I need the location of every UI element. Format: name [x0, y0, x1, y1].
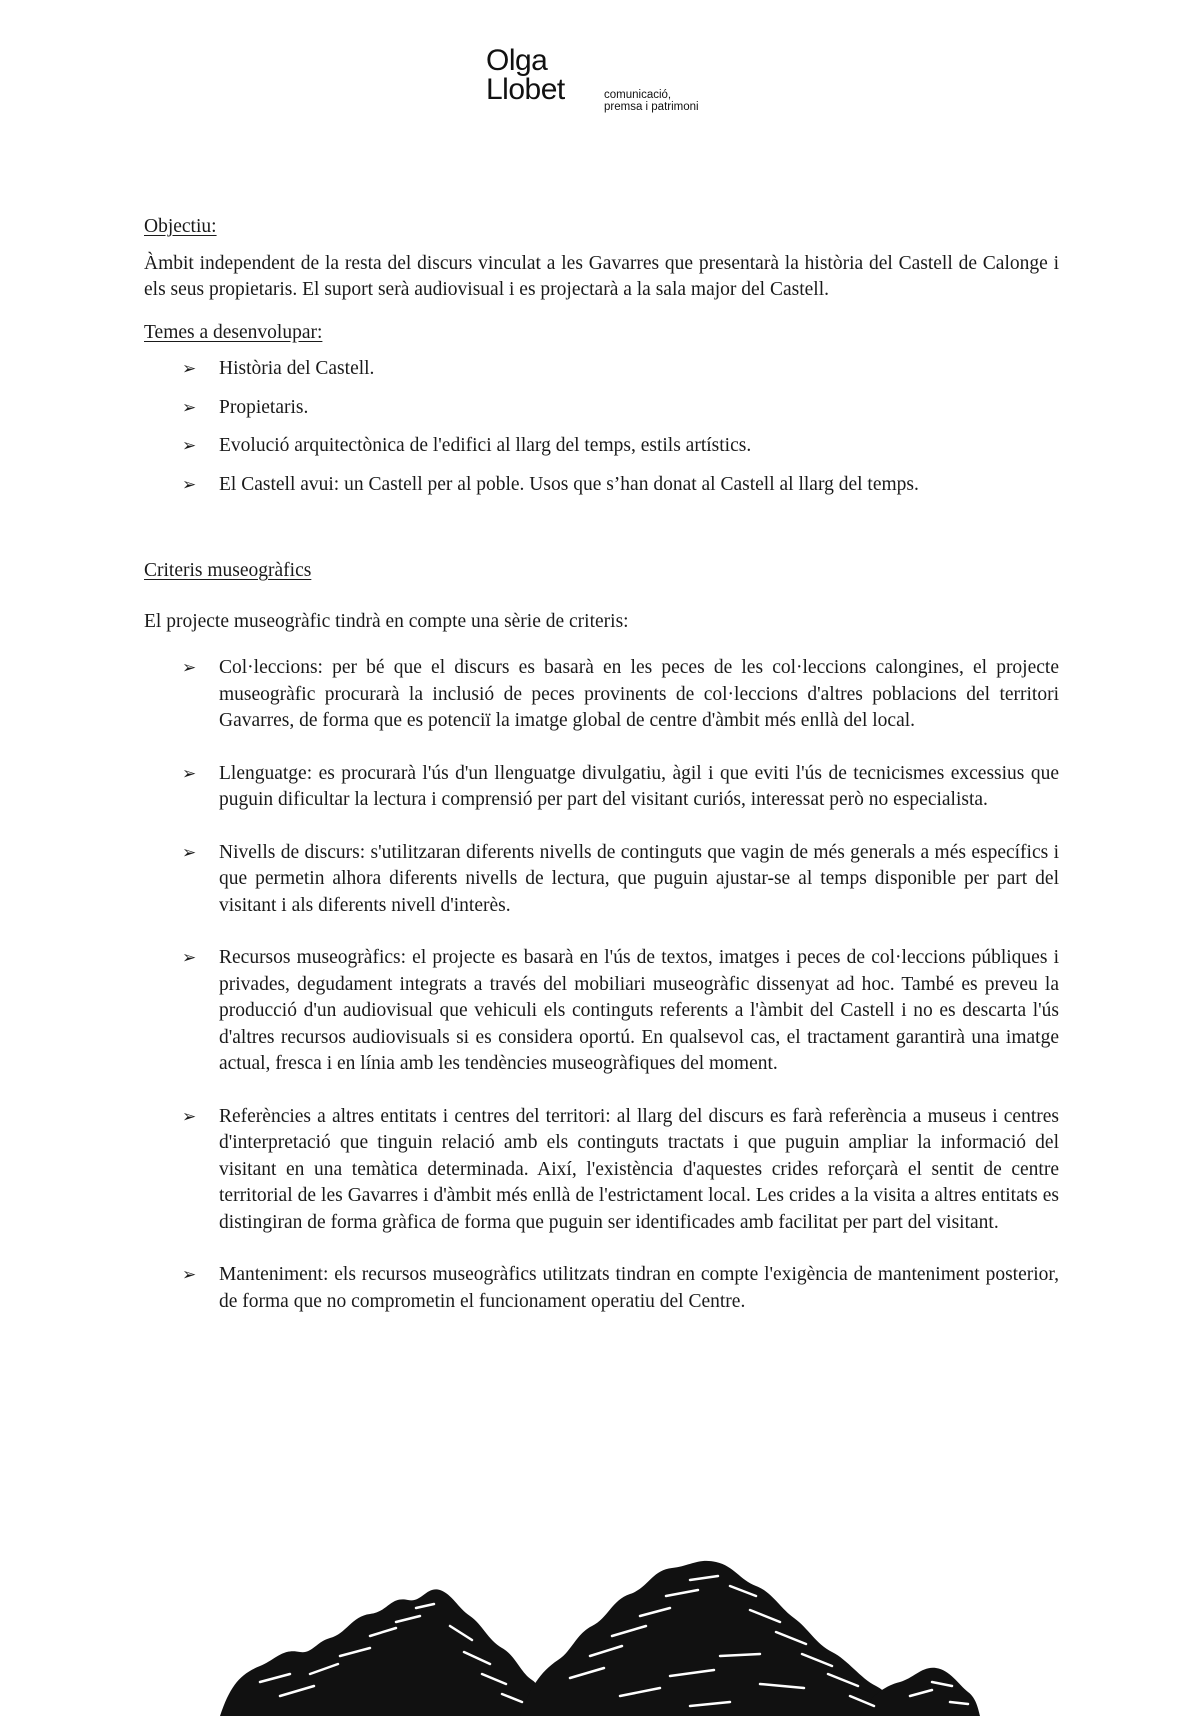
arrowhead-bullet-icon: ➢: [182, 397, 197, 418]
criteris-item-text: Col·leccions: per bé que el discurs es basarà en les peces de les col·leccions calongines, el projecte museogràfic procurarà la inclusió de peces provinents de col·leccions d'altres poblacions del territori Gavarres, de forma que es potenciï la imatge global de centre d'àmbit més enllà del local.: [219, 657, 1059, 731]
arrowhead-bullet-icon: ➢: [182, 359, 197, 379]
logo-tagline-line2: premsa i patrimoni: [604, 101, 699, 113]
criteris-list-item: [144, 1262, 1059, 1315]
woodcut-landscape-icon: [220, 1556, 980, 1716]
criteris-list-item: [144, 945, 1059, 1078]
criteris-list-item: [144, 1104, 1059, 1237]
criteris-item-text: Recursos museogràfics: el projecte es basarà en l'ús de textos, imatges i peces de col·leccions públiques i privades, degudament integrats a través del mobiliari museogràfic dissenyat ad hoc. També es preveu la producció d'un audiovisual que vehiculi els continguts referents a l'àmbit del Castell i no es descarta l'ús d'altres recursos audiovisuals si es considera oportú. En qualsevol cas, el tractament garantirà una imatge actual, fresca i en línia amb les tendències museogràfiques del moment.: [219, 947, 1059, 1074]
arrowhead-bullet-icon: ➢: [182, 1265, 197, 1285]
criteris-list-item: [144, 655, 1059, 735]
criteris-list-item: [144, 840, 1059, 920]
criteris-intro: El projecte museogràfic tindrà en compte una sèrie de criteris:: [144, 610, 629, 632]
temes-list-item: [144, 356, 1059, 383]
objectiu-heading: Objectiu:: [144, 216, 217, 237]
olga-llobet-logo: [486, 46, 726, 118]
document-body: [144, 214, 1059, 1341]
criteris-item-text: Referències a altres entitats i centres del territori: al llarg del discurs es farà referència a museus i centres d'interpretació que tinguin relació amb els continguts tractats i que puguin ampliar la informació del visitant en una temàtica determinada. Així, l'existència d'aquestes crides reforçarà el sentit de centre territorial de les Gavarres i d'àmbit més enllà de l'estrictament local. Les crides a la visita a altres entitats es distingiran de forma gràfica de forma que puguin ser identificades amb facilitat per part del visitant.: [219, 1105, 1059, 1233]
temes-list-item: [144, 433, 1059, 460]
arrowhead-bullet-icon: ➢: [182, 948, 197, 968]
logo-name-line2: Llobet: [486, 73, 565, 106]
criteris-list-item: [144, 761, 1059, 814]
temes-item-text: Propietaris.: [219, 396, 309, 418]
arrowhead-bullet-icon: ➢: [182, 1106, 197, 1127]
temes-list-item: [144, 472, 1059, 499]
arrowhead-bullet-icon: ➢: [182, 436, 197, 456]
objectiu-text: Àmbit independent de la resta del discurs vinculat a les Gavarres que presentarà la història del Castell de Calonge i els seus propietaris. El suport serà audiovisual i es projectarà a la sala major del Castell.: [144, 252, 1059, 300]
arrowhead-bullet-icon: ➢: [182, 658, 197, 678]
criteris-list: [144, 655, 1059, 1315]
criteris-item-text: Nivells de discurs: s'utilitzaran diferents nivells de continguts que vagin de més generals a més específics i que permetin alhora diferents nivells de lectura, que puguin ajustar-se al temps disponible per part del visitant i als diferents nivell d'interès.: [219, 841, 1059, 916]
logo-name-line1: Olga: [486, 44, 548, 77]
temes-item-text: El Castell avui: un Castell per al poble. Usos que s’han donat al Castell al llarg del temps.: [219, 473, 919, 495]
logo-name: [486, 46, 565, 104]
arrowhead-bullet-icon: ➢: [182, 842, 197, 863]
logo-tagline: [604, 89, 699, 113]
criteris-item-text: Manteniment: els recursos museogràfics utilitzats tindran en compte l'exigència de manteniment posterior, de forma que no comprometin el funcionament operatiu del Centre.: [219, 1264, 1059, 1312]
criteris-heading: Criteris museogràfics: [144, 560, 312, 581]
criteris-item-text: Llenguatge: es procurarà l'ús d'un llenguatge divulgatiu, àgil i que eviti l'ús de tecnicismes excessius que puguin dificultar la lectura i comprensió per part del visitant curiós, interessat però no especialista.: [219, 762, 1059, 810]
logo-tagline-line1: comunicació,: [604, 89, 672, 101]
temes-item-text: Història del Castell.: [219, 358, 375, 379]
temes-heading: Temes a desenvolupar:: [144, 321, 323, 343]
arrowhead-bullet-icon: ➢: [182, 474, 197, 495]
temes-list: [144, 356, 1059, 498]
arrowhead-bullet-icon: ➢: [182, 763, 197, 784]
temes-list-item: [144, 395, 1059, 422]
temes-item-text: Evolució arquitectònica de l'edifici al llarg del temps, estils artístics.: [219, 435, 752, 456]
